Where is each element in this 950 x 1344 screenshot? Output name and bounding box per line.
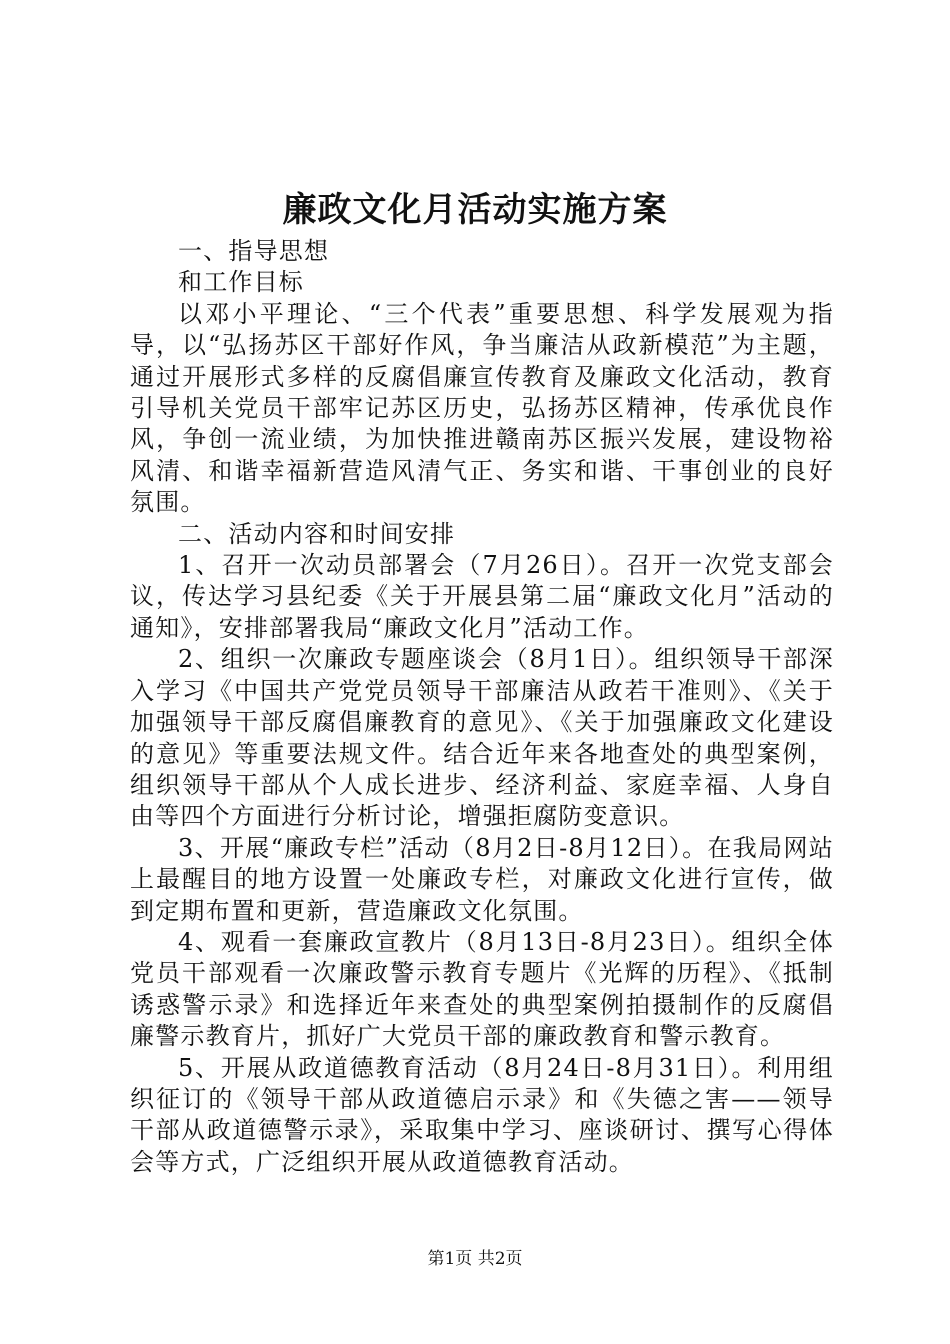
paragraph: 4、观看一套廉政宣教片（8月13日-8月23日）。组织全体党员干部观看一次廉政警示教育专题片《光辉的历程》、《抵制诱惑警示录》和选择近年来查处的典型案例拍摄制作的反腐倡廉警示教育片，抓好广大党员干部的廉政教育和警示教育。 [130, 927, 834, 1051]
paragraph: 和工作目标 [178, 268, 304, 297]
paragraph: 以邓小平理论、“三个代表”重要思想、科学发展观为指导，以“弘扬苏区干部好作风，争当廉洁从政新模范”为主题，通过开展形式多样的反腐倡廉宣传教育及廉政文化活动，教育引导机关党员干部牢记苏区历史，弘扬苏区精神，传承优良作风，争创一流业绩，为加快推进赣南苏区振兴发展，建设物裕风清、和谐幸福新营造风清气正、务实和谐、干事创业的良好氛围。 [130, 299, 834, 517]
paragraph: 一、指导思想 [178, 237, 330, 265]
document-body [130, 236, 834, 1178]
paragraph: 二、活动内容和时间安排 [178, 519, 456, 548]
document-title: 廉政文化月活动实施方案 [282, 190, 668, 230]
paragraph: 5、开展从政道德教育活动（8月24日-8月31日）。利用组织征订的《领导干部从政道德启示录》和《失德之害——领导干部从政道德警示录》，采取集中学习、座谈研讨、撰写心得体会等方式，广泛组织开展从政道德教育活动。 [130, 1053, 834, 1176]
page-footer: 第1页 共2页 [427, 1249, 523, 1269]
paragraph: 2、组织一次廉政专题座谈会（8月1日）。组织领导干部深入学习《中国共产党党员领导干部廉洁从政若干准则》、《关于加强领导干部反腐倡廉教育的意见》、《关于加强廉政文化建设的意见》等重要法规文件。结合近年来各地查处的典型案例，组织领导干部从个人成长进步、经济利益、家庭幸福、人身自由等四个方面进行分析讨论，增强拒腐防变意识。 [130, 645, 834, 831]
paragraph: 1、召开一次动员部署会（7月26日）。召开一次党支部会议，传达学习县纪委《关于开展县第二届“廉政文化月”活动的通知》，安排部署我局“廉政文化月”活动工作。 [130, 551, 834, 642]
paragraph: 3、开展“廉政专栏”活动（8月2日-8月12日）。在我局网站上最醒目的地方设置一处廉政专栏，对廉政文化进行宣传，做到定期布置和更新，营造廉政文化氛围。 [130, 833, 834, 925]
